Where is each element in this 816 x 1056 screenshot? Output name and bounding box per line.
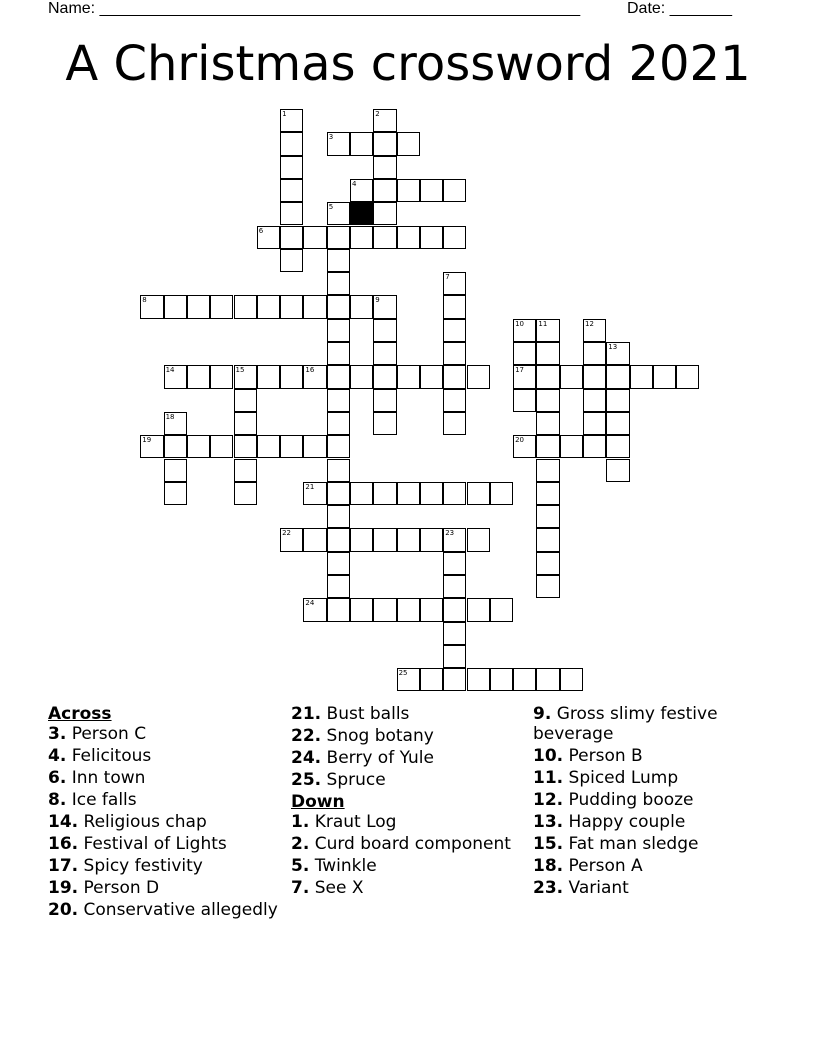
clues-column-2 (291, 704, 526, 900)
clue-number: 16 (305, 366, 315, 375)
grid-cell[interactable] (513, 319, 536, 342)
grid-cell[interactable] (513, 435, 536, 458)
page-title: A Christmas crossword 2021 (65, 36, 751, 92)
clue-number: 15 (235, 366, 245, 375)
clue-number: 22 (282, 529, 292, 538)
grid-cell[interactable] (373, 412, 396, 435)
grid-cell[interactable] (187, 295, 210, 318)
clue-text: Conservative allegedly (83, 900, 278, 920)
clue-number: 18. (533, 856, 564, 876)
grid-cell[interactable] (536, 575, 559, 598)
clue-number: 4. (48, 746, 67, 766)
grid-cell[interactable] (536, 319, 559, 342)
grid-cell[interactable] (397, 132, 420, 155)
grid-cell[interactable] (280, 365, 303, 388)
clue-number: 1 (282, 110, 287, 118)
clue-text: Happy couple (568, 812, 686, 832)
clue-number: 2 (375, 110, 380, 118)
grid-cell[interactable] (140, 295, 163, 318)
clue-number: 14 (165, 366, 175, 375)
grid-cell[interactable] (164, 365, 187, 388)
grid-cell[interactable] (513, 668, 536, 691)
grid-cell[interactable] (350, 482, 373, 505)
grid-cell[interactable] (536, 459, 559, 482)
grid-cell[interactable] (467, 528, 490, 551)
grid-cell[interactable] (303, 295, 326, 318)
grid-cell[interactable] (443, 552, 466, 575)
clue-text: Person D (83, 878, 160, 898)
black-square (350, 202, 373, 225)
grid-cell[interactable] (397, 226, 420, 249)
clue-number: 13. (533, 812, 564, 832)
grid-cell[interactable] (280, 202, 303, 225)
grid-cell[interactable] (583, 435, 606, 458)
grid-cell[interactable] (513, 342, 536, 365)
grid-cell[interactable] (443, 528, 466, 551)
down-clue (291, 856, 526, 876)
grid-cell[interactable] (583, 342, 606, 365)
grid-cell[interactable] (536, 552, 559, 575)
grid-cell[interactable] (373, 202, 396, 225)
grid-cell[interactable] (280, 226, 303, 249)
grid-cell[interactable] (443, 319, 466, 342)
grid-cell[interactable] (257, 295, 280, 318)
grid-cell[interactable] (397, 528, 420, 551)
grid-cell[interactable] (606, 342, 629, 365)
across-clue (291, 726, 526, 746)
grid-cell[interactable] (536, 342, 559, 365)
across-clue (48, 790, 283, 810)
grid-cell[interactable] (350, 365, 373, 388)
clues-column-1 (48, 704, 283, 922)
clue-number: 22. (291, 726, 322, 746)
clue-number: 21. (291, 704, 322, 724)
clue-text: Twinkle (314, 856, 377, 876)
grid-cell[interactable] (327, 575, 350, 598)
clue-text: Felicitous (71, 746, 152, 766)
clue-text: Person B (568, 746, 643, 766)
clue-text: Pudding booze (568, 790, 694, 810)
grid-cell[interactable] (443, 482, 466, 505)
grid-cell[interactable] (257, 435, 280, 458)
down-clue (291, 812, 526, 832)
grid-cell[interactable] (280, 132, 303, 155)
grid-cell[interactable] (350, 179, 373, 202)
clue-number: 6. (48, 768, 67, 788)
grid-cell[interactable] (536, 482, 559, 505)
grid-cell[interactable] (350, 295, 373, 318)
grid-cell[interactable] (327, 552, 350, 575)
grid-cell[interactable] (327, 482, 350, 505)
across-heading: Across (48, 704, 112, 724)
grid-cell[interactable] (303, 365, 326, 388)
grid-cell[interactable] (606, 459, 629, 482)
clue-number: 10. (533, 746, 564, 766)
grid-cell[interactable] (467, 482, 490, 505)
clue-number: 23. (533, 878, 564, 898)
grid-cell[interactable] (187, 435, 210, 458)
clue-number: 13 (608, 343, 618, 351)
down-clue (533, 878, 773, 898)
clue-number: 19 (142, 436, 152, 445)
grid-cell[interactable] (373, 342, 396, 365)
clue-number: 16. (48, 834, 79, 854)
clue-text: Curd board component (314, 834, 511, 854)
clue-number: 9. (533, 704, 552, 724)
grid-cell[interactable] (467, 668, 490, 691)
clue-number: 3. (48, 724, 67, 744)
grid-cell[interactable] (583, 412, 606, 435)
across-clue (48, 856, 283, 876)
clue-text: Religious chap (83, 812, 207, 832)
grid-cell[interactable] (536, 389, 559, 412)
across-clue (48, 878, 283, 898)
clue-number: 23 (445, 529, 455, 538)
grid-cell[interactable] (467, 365, 490, 388)
grid-cell[interactable] (420, 528, 443, 551)
clue-number: 5 (328, 203, 334, 212)
clue-text: Spruce (326, 770, 386, 790)
grid-cell[interactable] (327, 226, 350, 249)
clue-number: 12 (585, 319, 594, 328)
clue-number: 2. (291, 834, 310, 854)
clue-number: 25. (291, 770, 322, 790)
clue-number: 8 (142, 296, 147, 305)
clue-number: 5. (291, 856, 310, 876)
grid-cell[interactable] (164, 459, 187, 482)
grid-cell[interactable] (373, 132, 396, 155)
grid-cell[interactable] (443, 295, 466, 318)
clue-text: See X (314, 878, 364, 898)
grid-cell[interactable] (257, 226, 280, 249)
grid-cell[interactable] (653, 365, 676, 388)
clue-text: Bust balls (326, 704, 410, 724)
across-clue (48, 812, 283, 832)
clue-number: 7. (291, 878, 310, 898)
date-field: Date: _______ (627, 0, 732, 17)
grid-cell[interactable] (234, 482, 257, 505)
name-field: Name: ______________________________________________________ (48, 0, 581, 17)
grid-cell[interactable] (420, 482, 443, 505)
clue-number: 25 (398, 669, 408, 678)
clue-text: Person C (71, 724, 147, 744)
clue-number: 15. (533, 834, 564, 854)
clue-number: 8. (48, 790, 67, 810)
grid-cell[interactable] (583, 365, 606, 388)
grid-cell[interactable] (327, 132, 350, 155)
grid-cell[interactable] (443, 622, 466, 645)
clue-number: 19. (48, 878, 79, 898)
clue-text: Berry of Yule (326, 748, 434, 768)
grid-cell[interactable] (280, 528, 303, 551)
grid-cell[interactable] (606, 412, 629, 435)
grid-cell[interactable] (397, 365, 420, 388)
grid-cell[interactable] (164, 295, 187, 318)
grid-cell[interactable] (327, 389, 350, 412)
grid-cell[interactable] (397, 668, 420, 691)
clue-text: Snog botany (326, 726, 434, 746)
grid-cell[interactable] (373, 179, 396, 202)
grid-cell[interactable] (280, 109, 303, 132)
grid-cell[interactable] (443, 668, 466, 691)
clue-text: Spiced Lump (568, 768, 679, 788)
clue-number: 21 (305, 482, 315, 491)
grid-cell[interactable] (420, 179, 443, 202)
grid-cell[interactable] (280, 295, 303, 318)
grid-cell[interactable] (490, 598, 513, 621)
down-clue (291, 878, 526, 898)
grid-cell[interactable] (373, 365, 396, 388)
grid-cell[interactable] (303, 598, 326, 621)
grid-cell[interactable] (536, 668, 559, 691)
grid-cell[interactable] (210, 365, 233, 388)
grid-cell[interactable] (280, 179, 303, 202)
grid-cell[interactable] (187, 365, 210, 388)
grid-cell[interactable] (536, 412, 559, 435)
grid-cell[interactable] (513, 365, 536, 388)
grid-cell[interactable] (397, 598, 420, 621)
grid-cell[interactable] (257, 365, 280, 388)
grid-cell[interactable] (630, 365, 653, 388)
grid-cell[interactable] (327, 598, 350, 621)
grid-cell[interactable] (606, 365, 629, 388)
grid-cell[interactable] (583, 319, 606, 342)
clue-number: 12. (533, 790, 564, 810)
across-clue (291, 748, 526, 768)
grid-cell[interactable] (210, 435, 233, 458)
grid-cell[interactable] (303, 226, 326, 249)
down-clue (291, 834, 526, 854)
grid-cell[interactable] (327, 412, 350, 435)
grid-cell[interactable] (560, 365, 583, 388)
grid-cell[interactable] (490, 668, 513, 691)
grid-cell[interactable] (140, 435, 163, 458)
clue-number: 4 (352, 179, 357, 188)
grid-cell[interactable] (443, 272, 466, 295)
grid-cell[interactable] (303, 435, 326, 458)
down-clue (533, 856, 773, 876)
grid-cell[interactable] (327, 528, 350, 551)
grid-cell[interactable] (280, 435, 303, 458)
down-clue (533, 790, 773, 810)
grid-cell[interactable] (373, 482, 396, 505)
grid-cell[interactable] (234, 365, 257, 388)
clue-text: Gross slimy festive beverage (533, 704, 718, 744)
grid-cell[interactable] (234, 459, 257, 482)
down-clue (533, 746, 773, 766)
grid-cell[interactable] (327, 505, 350, 528)
grid-cell[interactable] (373, 109, 396, 132)
grid-cell[interactable] (327, 319, 350, 342)
grid-cell[interactable] (234, 295, 257, 318)
grid-cell[interactable] (676, 365, 699, 388)
down-clue (533, 704, 773, 744)
grid-cell[interactable] (420, 365, 443, 388)
grid-cell[interactable] (327, 365, 350, 388)
clue-text: Festival of Lights (83, 834, 227, 854)
grid-cell[interactable] (536, 435, 559, 458)
grid-cell[interactable] (327, 249, 350, 272)
grid-cell[interactable] (373, 295, 396, 318)
grid-cell[interactable] (397, 179, 420, 202)
grid-cell[interactable] (443, 179, 466, 202)
down-heading: Down (291, 792, 345, 812)
clue-text: Inn town (71, 768, 146, 788)
grid-cell[interactable] (560, 435, 583, 458)
grid-cell[interactable] (327, 435, 350, 458)
grid-cell[interactable] (373, 226, 396, 249)
clue-text: Fat man sledge (568, 834, 699, 854)
clue-text: Person A (568, 856, 643, 876)
grid-cell[interactable] (373, 319, 396, 342)
grid-cell[interactable] (443, 598, 466, 621)
grid-cell[interactable] (513, 389, 536, 412)
clue-number: 20 (515, 436, 525, 445)
grid-cell[interactable] (350, 132, 373, 155)
grid-cell[interactable] (443, 645, 466, 668)
across-clue (48, 724, 283, 744)
grid-cell[interactable] (373, 598, 396, 621)
grid-cell[interactable] (327, 459, 350, 482)
clue-number: 10 (515, 319, 525, 328)
grid-cell[interactable] (536, 365, 559, 388)
grid-cell[interactable] (234, 389, 257, 412)
clue-text: Variant (568, 878, 629, 898)
grid-cell[interactable] (397, 482, 420, 505)
clue-number: 20. (48, 900, 79, 920)
grid-cell[interactable] (234, 412, 257, 435)
grid-cell[interactable] (373, 389, 396, 412)
clue-number: 11. (533, 768, 564, 788)
across-clue (48, 768, 283, 788)
grid-cell[interactable] (303, 482, 326, 505)
grid-cell[interactable] (327, 202, 350, 225)
clue-number: 24 (305, 599, 315, 608)
clue-text: Spicy festivity (83, 856, 203, 876)
grid-cell[interactable] (443, 365, 466, 388)
down-clue (533, 768, 773, 788)
grid-cell[interactable] (327, 295, 350, 318)
grid-cell[interactable] (373, 528, 396, 551)
clue-number: 18 (165, 412, 175, 421)
grid-cell[interactable] (280, 249, 303, 272)
clue-number: 11 (538, 319, 548, 328)
grid-cell[interactable] (420, 668, 443, 691)
grid-cell[interactable] (280, 156, 303, 179)
down-clue (533, 812, 773, 832)
grid-cell[interactable] (350, 598, 373, 621)
grid-cell[interactable] (583, 389, 606, 412)
clue-number: 14. (48, 812, 79, 832)
grid-cell[interactable] (420, 226, 443, 249)
clue-text: Ice falls (71, 790, 137, 810)
grid-cell[interactable] (536, 528, 559, 551)
grid-cell[interactable] (420, 598, 443, 621)
clue-number: 17 (515, 366, 525, 375)
grid-cell[interactable] (234, 435, 257, 458)
across-clue (291, 770, 526, 790)
grid-cell[interactable] (164, 482, 187, 505)
grid-cell[interactable] (210, 295, 233, 318)
grid-cell[interactable] (443, 226, 466, 249)
grid-cell[interactable] (443, 389, 466, 412)
grid-cell[interactable] (164, 435, 187, 458)
clue-number: 24. (291, 748, 322, 768)
down-clue (533, 834, 773, 854)
clue-number: 1. (291, 812, 310, 832)
clue-number: 17. (48, 856, 79, 876)
clue-number: 9 (375, 296, 380, 305)
grid-cell[interactable] (350, 226, 373, 249)
grid-cell[interactable] (490, 482, 513, 505)
across-clue (48, 834, 283, 854)
across-clue (291, 704, 526, 724)
grid-cell[interactable] (443, 412, 466, 435)
grid-cell[interactable] (303, 528, 326, 551)
grid-cell[interactable] (350, 528, 373, 551)
grid-cell[interactable] (606, 389, 629, 412)
clues-column-3 (533, 704, 773, 900)
clue-number: 7 (445, 273, 450, 282)
grid-cell[interactable] (327, 342, 350, 365)
grid-cell[interactable] (327, 272, 350, 295)
clue-number: 3 (328, 133, 334, 142)
grid-cell[interactable] (443, 575, 466, 598)
clue-text: Kraut Log (314, 812, 397, 832)
clue-number: 6 (258, 226, 264, 235)
grid-cell[interactable] (536, 505, 559, 528)
grid-cell[interactable] (164, 412, 187, 435)
grid-cell[interactable] (606, 435, 629, 458)
grid-cell[interactable] (443, 342, 466, 365)
across-clue (48, 900, 283, 920)
grid-cell[interactable] (467, 598, 490, 621)
across-clue (48, 746, 283, 766)
grid-cell[interactable] (560, 668, 583, 691)
grid-cell[interactable] (373, 156, 396, 179)
